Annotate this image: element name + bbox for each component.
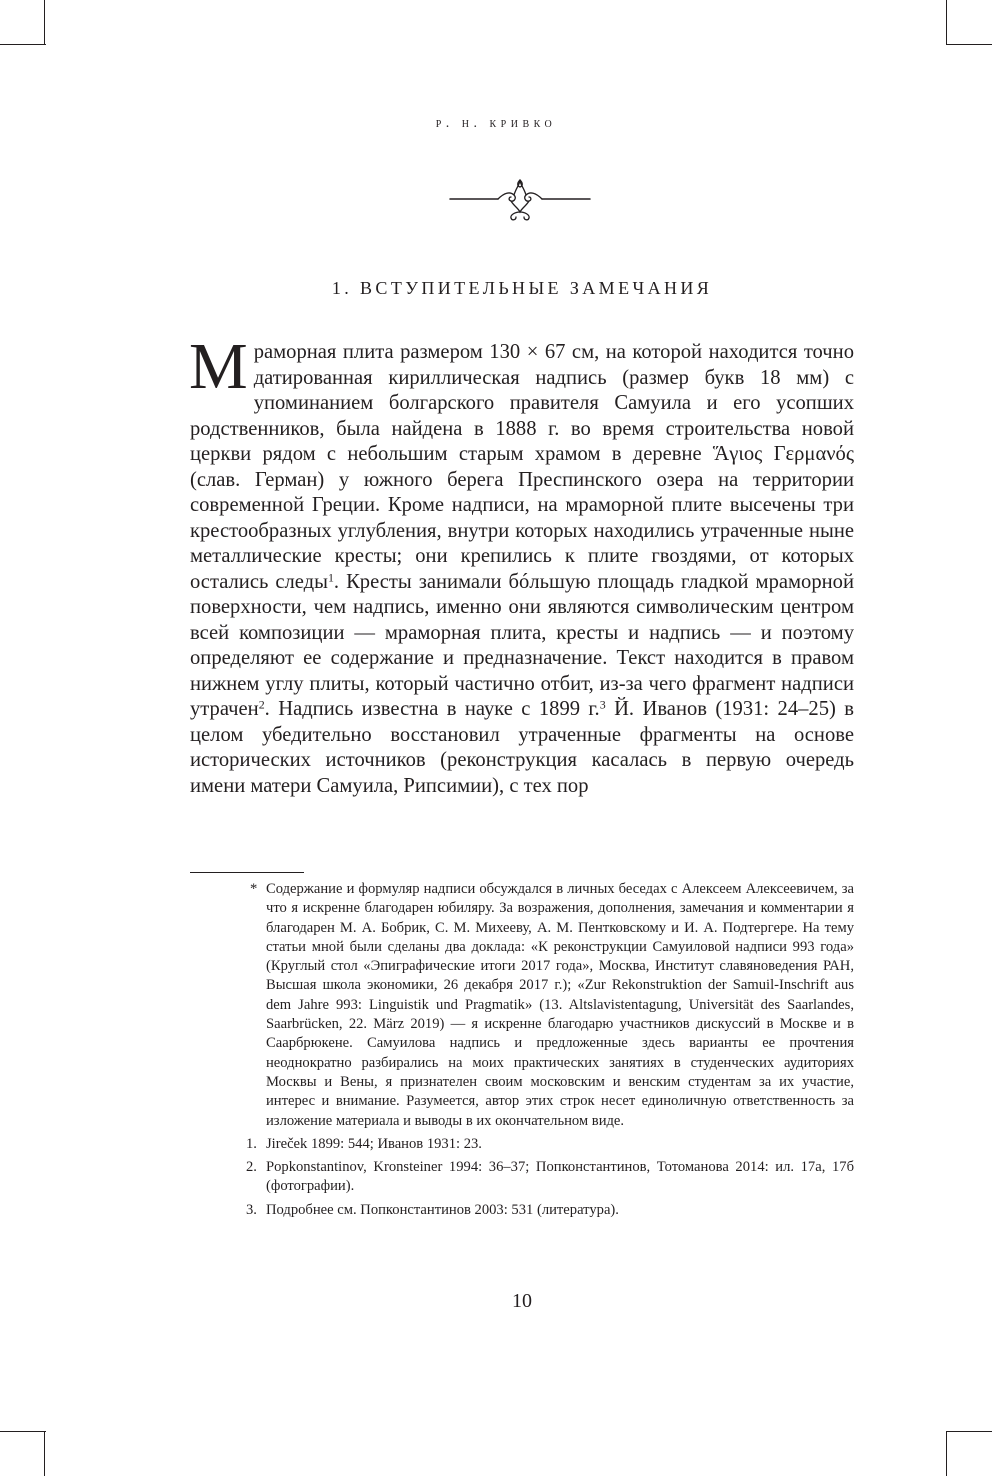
crop-mark	[0, 44, 46, 45]
footnotes	[240, 880, 854, 1224]
running-head: р. н. кривко	[435, 116, 557, 131]
fleuron-ornament-icon	[448, 176, 592, 222]
footnote-text: Подробнее см. Попконстантинов 2003: 531 (литература).	[266, 1201, 619, 1218]
footnote-text: Popkonstantinov, Kronsteiner 1994: 36–37; Попконстантинов, Тотоманова 2014: ил. 17а, 17б (фотографии).	[266, 1159, 854, 1195]
crop-mark	[946, 1432, 947, 1476]
crop-mark	[44, 1432, 45, 1476]
footnote-marker: 2.	[246, 1159, 257, 1176]
crop-mark	[946, 0, 947, 44]
footnote	[240, 880, 854, 1131]
footnote-text: Jireček 1899: 544; Иванов 1931: 23.	[266, 1135, 482, 1152]
footnote-ref[interactable]: 3	[599, 697, 606, 712]
paragraph-text: . Надпись известна в науке с 1899 г.	[264, 698, 600, 720]
footnote	[240, 1135, 854, 1154]
footnote-marker: 1.	[246, 1135, 257, 1152]
footnote-separator	[190, 872, 304, 873]
paragraph-text: . Кресты занимали бóльшую площадь гладкой мраморной поверхности, чем надпись, именно они являются символическим центром всей композиции — мраморная плита, кресты и надпись — и поэтому определяют ее содержание и предназначение. Текст находится в правом нижнем углу плиты, который частично отбит, из-за чего фрагмент надписи утрачен	[190, 570, 854, 720]
section-title: 1. ВСТУПИТЕЛЬНЫЕ ЗАМЕЧАНИЯ	[331, 278, 713, 298]
footnote-ref[interactable]: 2	[258, 697, 265, 712]
crop-mark	[946, 1431, 992, 1432]
crop-mark	[946, 44, 992, 45]
footnote-ref[interactable]: 1	[327, 569, 334, 584]
drop-cap: М	[189, 330, 248, 403]
footnote-marker: *	[250, 881, 258, 897]
footnote	[240, 1158, 854, 1197]
crop-mark	[44, 0, 45, 44]
crop-mark	[0, 1431, 46, 1432]
paragraph-text: раморная плита размером 130 × 67 см, на которой находится точно датированная кириллическая надпись (размер букв 18 мм) с упоминанием болгарского правителя Самуила и его усопших родственников, была найдена в 1888 г. во время строительства новой церкви рядом с небольшим старым храмом в деревне Ἅγιος Γερμανός (слав. Герман) у южного берега Преспинского озера на территории современной Греции. Кроме надписи, на мраморной плите высечены три крестообразных углубления, внутри которых находились утраченные ныне металлические кресты; они крепились к плите гвоздями, от которых остались следы	[190, 341, 854, 593]
footnote-text: Содержание и формуляр надписи обсуждался в личных беседах с Алексеем Алексеевичем, за что я искренне благодарен юбиляру. За возражения, дополнения, замечания и комментарии я благодарен М. А. Бобрик, С. М. Михееву, А. М. Пентковскому и И. А. Подтергере. На тему статьи мной были сделаны два доклада: «К реконструкции Самуиловой надписи 993 года» (Круглый стол «Эпиграфические итоги 2017 года», Москва, Институт славяноведения РАН, Высшая школа экономики, 26 декабря 2017 г.); «Zur Rekonstruktion der Samuil-Inschrift aus dem Jahre 993: Linguistik und Pragmatik» (13. Altslavistentagung, Universität des Saarlandes, Saarbrücken, 22. März 2019) — я искренне благодарю участников дискуссий в Москве и в Саарбрюкене. Самуилова надпись и предложенные здесь варианты ее прочтения неоднократно разбирались на моих практических занятиях в студенческих аудиториях Москвы и Вены, я признателен своим московским и венским студентам за их участие, интерес и внимание. Разумеется, автор этих строк несет единоличную ответственность за изложение материала и выводы в их окончательном виде.	[266, 881, 854, 1129]
page-number: 10	[512, 1290, 532, 1312]
footnote	[240, 1201, 854, 1220]
footnote-marker: 3.	[246, 1201, 257, 1218]
paragraph-text: Й. Иванов (1931: 24–25) в целом убедительно восстановил утраченные фрагменты на основе исторических источников (реконструкция касалась в первую очередь имени матери Самуила, Рипсимии), с тех пор	[190, 698, 854, 797]
main-paragraph	[189, 330, 854, 799]
